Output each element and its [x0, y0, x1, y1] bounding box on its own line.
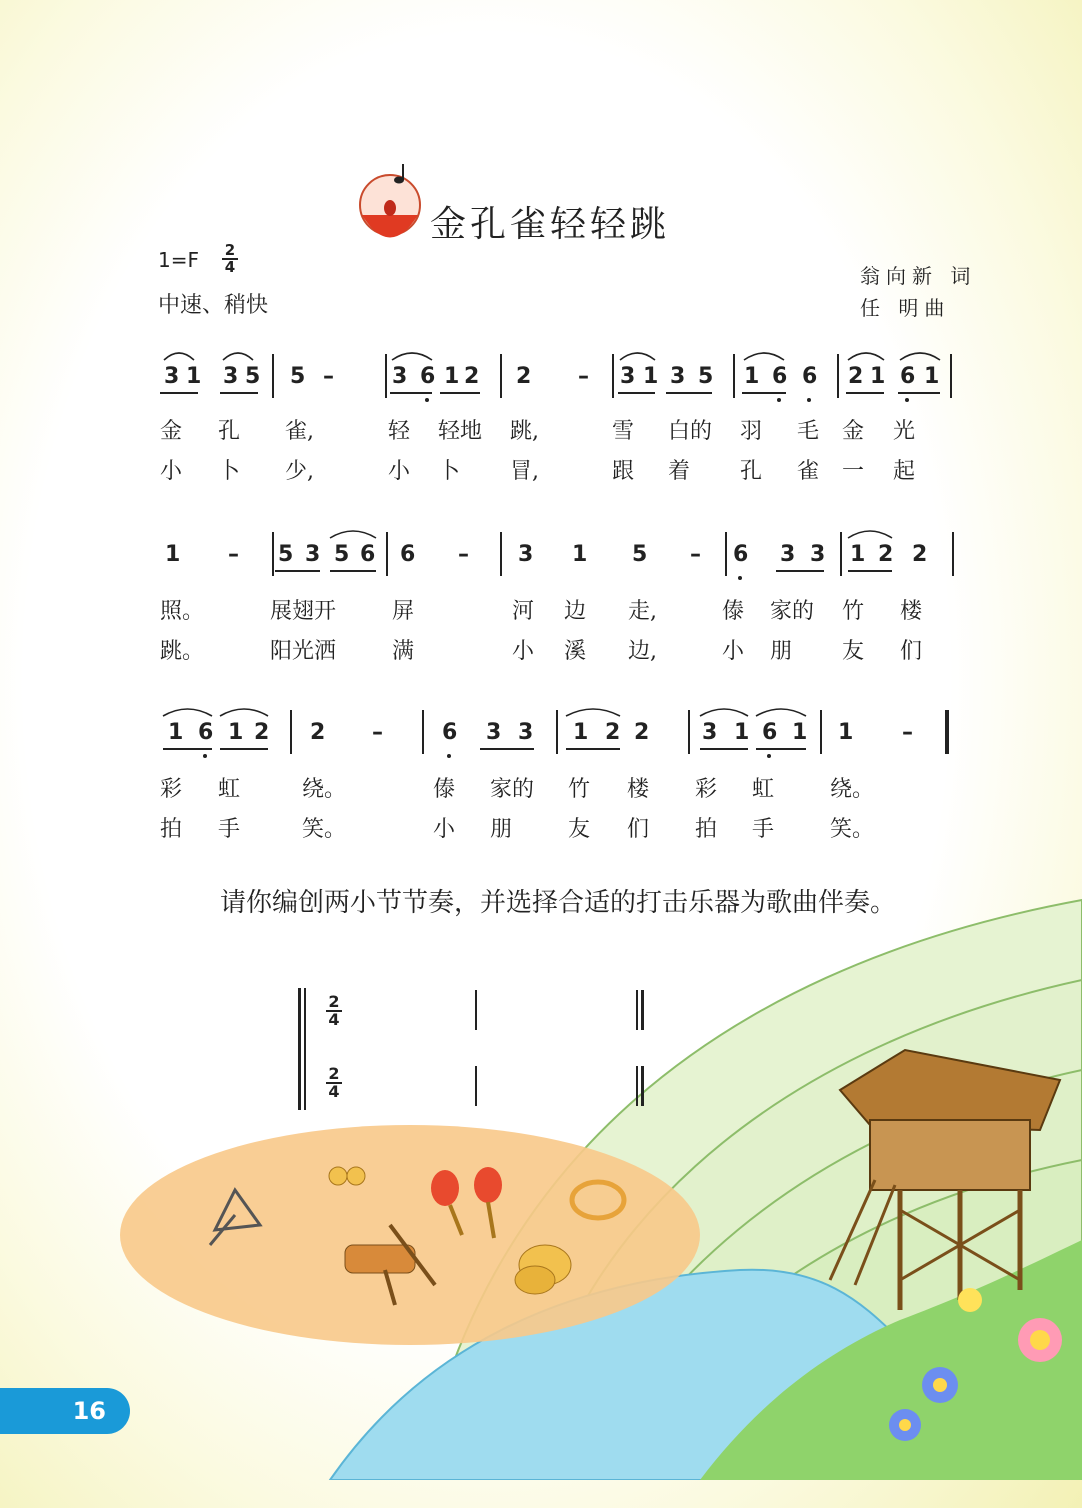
lyric-syllable: 跳。: [160, 639, 205, 664]
lyric-syllable: 轻: [388, 419, 411, 444]
note: 6: [802, 364, 818, 389]
song-title: 金孔雀轻轻跳: [430, 204, 671, 245]
note: 1: [838, 720, 854, 745]
beat-underline: [566, 748, 620, 750]
low-octave-dot: [447, 754, 451, 758]
lyric-syllable: 跟: [612, 459, 635, 484]
beat-underline: [898, 392, 940, 394]
lyric-syllable: 金: [160, 419, 183, 444]
slur: [846, 526, 894, 540]
lyric-syllable: 卜: [438, 459, 461, 484]
bar-line: [272, 532, 274, 576]
note: 3: [518, 542, 534, 567]
lyric-syllable: 溪: [564, 639, 587, 664]
note: 1: [572, 542, 588, 567]
bar-line: [386, 532, 388, 576]
note: 6: [900, 364, 916, 389]
lyric-syllable: 小: [722, 639, 745, 664]
lyric-syllable: 彩: [695, 777, 718, 802]
lyric-syllable: 边,: [628, 639, 657, 664]
note: 3: [223, 364, 239, 389]
note: 6: [442, 720, 458, 745]
lyric-syllable: 们: [900, 639, 923, 664]
bar-line: [500, 354, 502, 398]
slur: [698, 704, 750, 718]
key-signature: 1=F: [158, 248, 199, 272]
lyric-syllable: 虹: [752, 777, 775, 802]
lyric-syllable: 虹: [218, 777, 241, 802]
lyric-syllable: 小: [512, 639, 535, 664]
note: 6: [360, 542, 376, 567]
beat-underline: [742, 392, 786, 394]
bar-line: [733, 354, 735, 398]
beat-underline: [666, 392, 712, 394]
lyric-syllable: 小: [160, 459, 183, 484]
lyric-syllable: 小: [388, 459, 411, 484]
lyric-syllable: 家的: [770, 599, 815, 624]
low-octave-dot: [425, 398, 429, 402]
slur: [618, 348, 657, 362]
lyric-syllable: 孔: [740, 459, 763, 484]
bar-line: [820, 710, 822, 754]
lyric-syllable: 绕。: [302, 777, 347, 802]
lyric-syllable: 们: [627, 817, 650, 842]
bar-line: [952, 532, 954, 576]
bar-line: [556, 710, 558, 754]
lyric-syllable: 轻地: [438, 419, 483, 444]
lyric-syllable: 手: [752, 817, 775, 842]
note: 3: [305, 542, 321, 567]
note: 5: [632, 542, 648, 567]
lyric-syllable: 卜: [218, 459, 241, 484]
tempo-marking: 中速、稍快: [158, 293, 269, 318]
lyric-syllable: 跳,: [510, 419, 539, 444]
beat-underline: [390, 392, 432, 394]
note: 2: [464, 364, 480, 389]
lyric-syllable: 冒,: [510, 459, 539, 484]
low-octave-dot: [203, 754, 207, 758]
note: 3: [702, 720, 718, 745]
note: 1: [850, 542, 866, 567]
lyric-syllable: 笑。: [830, 817, 875, 842]
lyric-syllable: 楼: [627, 777, 650, 802]
composer-credit: 任 明曲: [860, 296, 951, 320]
slur: [161, 704, 214, 718]
beat-underline: [480, 748, 534, 750]
lyric-syllable: 孔: [218, 419, 241, 444]
bar-line: [840, 532, 842, 576]
note: 2: [878, 542, 894, 567]
lyric-syllable: 小: [433, 817, 456, 842]
note: 5: [698, 364, 714, 389]
note: 3: [620, 364, 636, 389]
lyric-syllable: 雀,: [285, 419, 314, 444]
bar-line: [945, 710, 949, 754]
lyric-syllable: 金: [842, 419, 865, 444]
slur: [754, 704, 808, 718]
lyric-syllable: 一: [842, 459, 865, 484]
note: 5: [290, 364, 306, 389]
lyric-syllable: 阳光洒: [270, 639, 337, 664]
low-octave-dot: [807, 398, 811, 402]
note: 1: [792, 720, 808, 745]
staff-time-sig-top: $\frac{2}{4}$: [326, 994, 342, 1028]
note: 3: [670, 364, 686, 389]
beat-underline: [330, 570, 376, 572]
lyric-syllable: 竹: [842, 599, 865, 624]
note: 2: [254, 720, 270, 745]
beat-underline: [220, 392, 258, 394]
instruction-text: 请你编创两小节节奏，并选择合适的打击乐器为歌曲伴奏。: [220, 888, 897, 918]
beat-underline: [220, 748, 268, 750]
lyricist-credit: 翁向新 词: [860, 264, 977, 288]
lyric-syllable: 毛: [797, 419, 820, 444]
time-signature: $\frac{2}{4}$: [222, 243, 238, 275]
bar-line: [950, 354, 952, 398]
low-octave-dot: [738, 576, 742, 580]
note: –: [578, 364, 589, 389]
lyric-syllable: 照。: [160, 599, 205, 624]
note: 1: [643, 364, 659, 389]
low-octave-dot: [767, 754, 771, 758]
lyric-syllable: 楼: [900, 599, 923, 624]
note: 3: [780, 542, 796, 567]
note: 2: [516, 364, 532, 389]
lyric-syllable: 着: [668, 459, 691, 484]
note: 3: [810, 542, 826, 567]
note: 5: [278, 542, 294, 567]
bar-line: [385, 354, 387, 398]
singing-mascot-icon: [355, 160, 425, 250]
lyric-syllable: 手: [218, 817, 241, 842]
bar-line: [500, 532, 502, 576]
note: 6: [762, 720, 778, 745]
lyric-syllable: 笑。: [302, 817, 347, 842]
note: 1: [165, 542, 181, 567]
beat-underline: [618, 392, 655, 394]
bar-line: [725, 532, 727, 576]
bar-line: [612, 354, 614, 398]
lyric-syllable: 满: [392, 639, 415, 664]
lyric-syllable: 少,: [285, 459, 314, 484]
note: 1: [870, 364, 886, 389]
lyric-syllable: 边: [564, 599, 587, 624]
note: 2: [848, 364, 864, 389]
note: 3: [392, 364, 408, 389]
lyric-syllable: 光: [893, 419, 916, 444]
slur: [742, 348, 786, 362]
note: –: [458, 542, 469, 567]
note: 2: [605, 720, 621, 745]
note: 6: [733, 542, 749, 567]
note: 6: [420, 364, 436, 389]
note: 2: [912, 542, 928, 567]
slur: [564, 704, 622, 718]
slur: [846, 348, 886, 362]
slur: [390, 348, 434, 362]
note: 1: [186, 364, 202, 389]
lyric-syllable: 走,: [628, 599, 657, 624]
lyric-syllable: 绕。: [830, 777, 875, 802]
bar-line: [688, 710, 690, 754]
note: 6: [198, 720, 214, 745]
slur: [218, 704, 270, 718]
note: –: [690, 542, 701, 567]
note: –: [228, 542, 239, 567]
lyric-syllable: 竹: [568, 777, 591, 802]
lyric-syllable: 屏: [392, 599, 415, 624]
page-number: 16: [0, 1388, 130, 1434]
beat-underline: [846, 392, 884, 394]
note: –: [323, 364, 334, 389]
lyric-syllable: 起: [893, 459, 916, 484]
slur: [898, 348, 942, 362]
lyric-syllable: 彩: [160, 777, 183, 802]
slur: [221, 348, 255, 362]
scenery-illustration: [0, 880, 1082, 1480]
lyric-syllable: 友: [842, 639, 865, 664]
beat-underline: [275, 570, 320, 572]
note: –: [902, 720, 913, 745]
note: 1: [573, 720, 589, 745]
note: 1: [444, 364, 460, 389]
slur: [328, 526, 378, 540]
note: 3: [164, 364, 180, 389]
lyric-syllable: 拍: [160, 817, 183, 842]
lyric-syllable: 雀: [797, 459, 820, 484]
bar-line: [837, 354, 839, 398]
note: 1: [924, 364, 940, 389]
beat-underline: [160, 392, 198, 394]
beat-underline: [163, 748, 212, 750]
beat-underline: [756, 748, 806, 750]
note: 1: [744, 364, 760, 389]
note: 6: [400, 542, 416, 567]
bar-line: [422, 710, 424, 754]
lyric-syllable: 友: [568, 817, 591, 842]
lyric-syllable: 雪: [612, 419, 635, 444]
note: 2: [310, 720, 326, 745]
note: 5: [334, 542, 350, 567]
note: 6: [772, 364, 788, 389]
beat-underline: [848, 570, 892, 572]
bar-line: [290, 710, 292, 754]
lyric-syllable: 家的: [490, 777, 535, 802]
lyric-syllable: 傣: [722, 599, 745, 624]
bar-line: [272, 354, 274, 398]
note: –: [372, 720, 383, 745]
note: 2: [634, 720, 650, 745]
note: 1: [734, 720, 750, 745]
beat-underline: [440, 392, 480, 394]
slur: [162, 348, 196, 362]
lyric-syllable: 傣: [433, 777, 456, 802]
staff-time-sig-bottom: $\frac{2}{4}$: [326, 1066, 342, 1100]
lyric-syllable: 展翅开: [270, 599, 337, 624]
beat-underline: [700, 748, 748, 750]
beat-underline: [776, 570, 824, 572]
lyric-syllable: 拍: [695, 817, 718, 842]
low-octave-dot: [905, 398, 909, 402]
lyric-syllable: 朋: [490, 817, 513, 842]
low-octave-dot: [777, 398, 781, 402]
lyric-syllable: 朋: [770, 639, 793, 664]
lyric-syllable: 河: [512, 599, 535, 624]
note: 3: [518, 720, 534, 745]
note: 5: [245, 364, 261, 389]
note: 3: [486, 720, 502, 745]
lyric-syllable: 白的: [668, 419, 713, 444]
note: 1: [228, 720, 244, 745]
lyric-syllable: 羽: [740, 419, 763, 444]
note: 1: [168, 720, 184, 745]
